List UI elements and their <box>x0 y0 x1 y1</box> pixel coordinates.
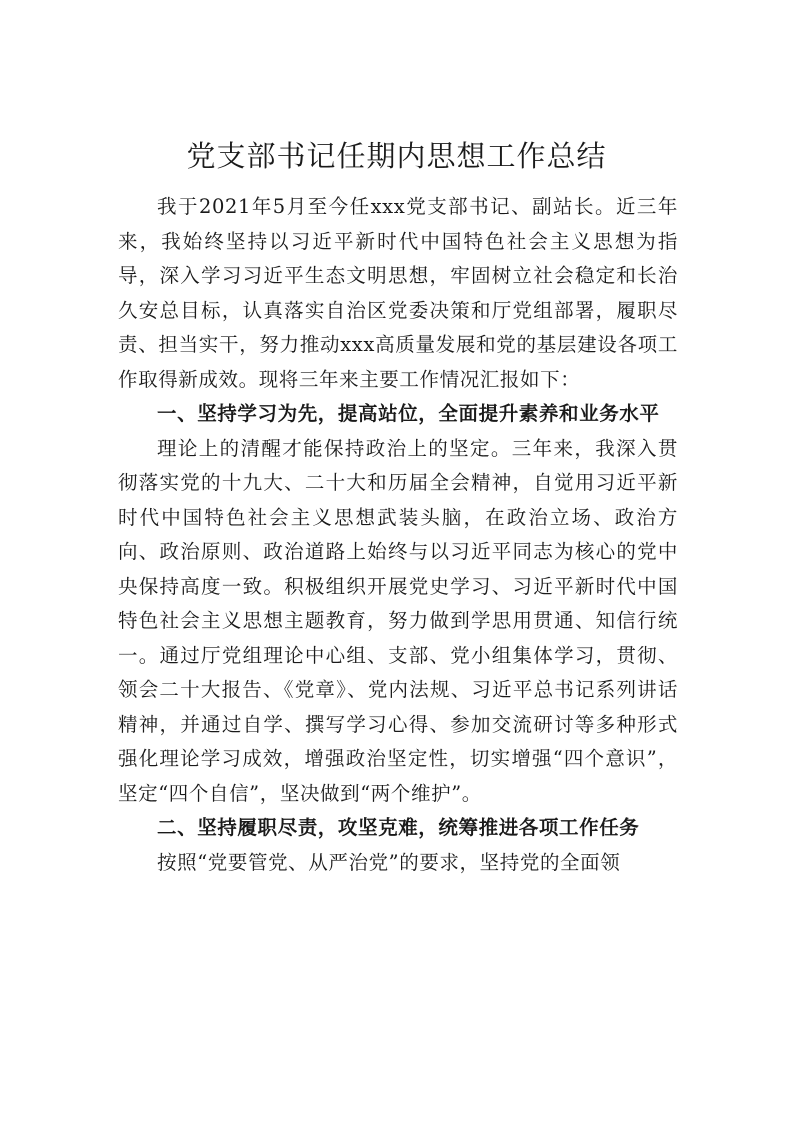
section-2-paragraph: 按照“党要管党、从严治党”的要求，坚持党的全面领 <box>157 850 621 874</box>
section-1-paragraph: 理论上的清醒才能保持政治上的坚定。三年来，我深入贯彻落实党的十九大、二十大和历届全会精神，自觉用习近平新时代中国特色社会主义思想武装头脑，在政治立场、政治方向、政治原则、政治道路上始终与以习近平同志为核心的党中央保持高度一致。积极组织开展党史学习、习近平新时代中国特色社会主义思想主题教育，努力做到学思用贯通、知信行统一。通过厅党组理论中心组、支部、党小组集体学习，贯彻、领会二十大报告、《党章》、党内法规、习近平总书记系列讲话精神，并通过自学、撰写学习心得、参加交流研讨等多种形式强化理论学习成效，增强政治坚定性，切实增强“四个意识”，坚定“四个自信”，坚决做到“两个维护”。 <box>118 436 678 805</box>
document-body <box>118 190 678 880</box>
section-heading-2: 二、坚持履职尽责，攻坚克难，统筹推进各项工作任务 <box>157 816 640 839</box>
document-title: 党支部书记任期内思想工作总结 <box>186 139 607 173</box>
intro-paragraph: 我于2021年5月至今任xxx党支部书记、副站长。近三年来，我始终坚持以习近平新时代中国特色社会主义思想为指导，深入学习习近平生态文明思想，牢固树立社会稳定和长治久安总目标，认真落实自治区党委决策和厅党组部署，履职尽责、担当实干，努力推动xxx高质量发展和党的基层建设各项工作取得新成效。现将三年来主要工作情况汇报如下： <box>118 195 678 391</box>
section-heading-1: 一、坚持学习为先，提高站位，全面提升素养和业务水平 <box>157 402 660 425</box>
